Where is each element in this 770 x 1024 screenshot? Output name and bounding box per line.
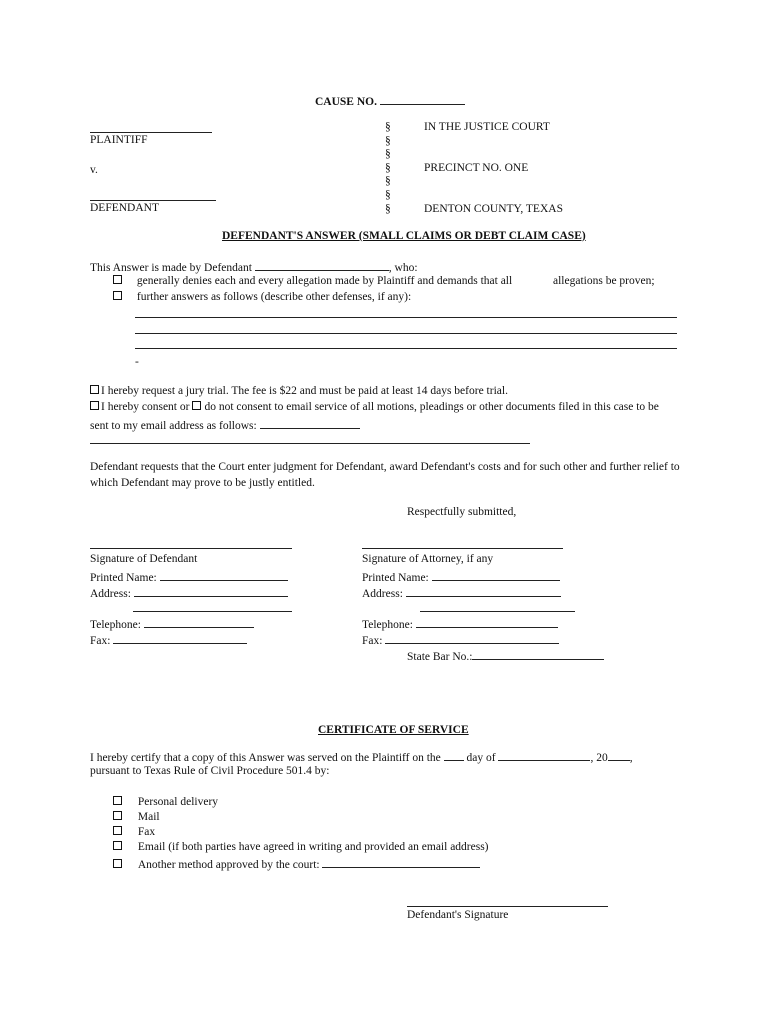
telephone-label: Telephone: [90, 619, 141, 631]
service-method-item [113, 826, 155, 838]
attorney-telephone [362, 616, 558, 631]
fax-label: Fax: [90, 635, 111, 647]
printed-name-field[interactable] [160, 569, 288, 581]
printed-name-field[interactable] [432, 569, 560, 581]
attorney-address [362, 585, 561, 600]
section-symbol: § [385, 121, 391, 133]
certificate-title: CERTIFICATE OF SERVICE [318, 724, 469, 736]
section-symbol: § [385, 175, 391, 187]
service-method-label: Email (if both parties have agreed in writing and provided an email address) [137, 841, 489, 853]
certificate-day-of: day of [466, 752, 496, 764]
attorney-signature-line[interactable] [362, 548, 563, 549]
service-method-checkbox[interactable] [113, 859, 122, 868]
address-label: Address: [362, 588, 403, 600]
bar-number-field[interactable] [472, 648, 604, 660]
defendant-address [90, 585, 288, 600]
email-consent-text: I hereby consent or [101, 401, 190, 413]
email-no-consent-text: do not consent to email service of all motions, pleadings or other documents filed in this case to be [204, 401, 659, 413]
cause-number [315, 93, 465, 108]
document-title: DEFENDANT'S ANSWER (SMALL CLAIMS OR DEBT CLAIM CASE) [222, 230, 586, 242]
court-name: IN THE JUSTICE COURT [424, 121, 550, 133]
service-method-item [113, 856, 480, 871]
defense-dash: - [135, 356, 139, 368]
service-method-item [113, 811, 160, 823]
service-month-field[interactable] [498, 749, 590, 761]
section-symbol: § [385, 189, 391, 201]
fax-field[interactable] [113, 632, 247, 644]
certificate-statement: I hereby certify that a copy of this Answer was served on the Plaintiff on the day of , 20 , [90, 749, 633, 764]
service-method-item [113, 841, 489, 853]
telephone-label: Telephone: [362, 619, 413, 631]
section-symbol: § [385, 162, 391, 174]
service-method-checkbox[interactable] [113, 796, 122, 805]
answer-intro [90, 259, 418, 274]
defendant-fax [90, 632, 247, 647]
answer-intro-suffix: , who: [388, 262, 418, 274]
defense-line[interactable] [135, 317, 677, 318]
plaintiff-label: PLAINTIFF [90, 134, 148, 146]
email-address-field[interactable] [260, 417, 360, 429]
general-denial-text: generally denies each and every allegation made by Plaintiff and demands that all [136, 275, 513, 287]
address-field[interactable] [134, 585, 288, 597]
certificate-text: I hereby certify that a copy of this Answer was served on the Plaintiff on the [90, 752, 441, 764]
email-address-label: sent to my email address as follows: [90, 420, 257, 432]
fax-field[interactable] [385, 632, 559, 644]
county-label: DENTON COUNTY, TEXAS [424, 203, 563, 215]
defendant-signature-line[interactable] [90, 548, 292, 549]
attorney-printed-name [362, 569, 560, 584]
service-method-checkbox[interactable] [113, 826, 122, 835]
fax-label: Fax: [362, 635, 383, 647]
jury-request-text: I hereby request a jury trial. The fee is $22 and must be paid at least 14 days before trial. [101, 385, 508, 397]
general-denial-text-end: allegations be proven; [553, 275, 655, 287]
respectfully-submitted: Respectfully submitted, [407, 506, 517, 518]
telephone-field[interactable] [416, 616, 558, 628]
service-method-label: Fax [137, 826, 156, 838]
judgment-request: Defendant requests that the Court enter judgment for Defendant, award Defendant's costs and for such other and further relief to which Defendant may prove to be justly entitled. [90, 461, 680, 489]
certificate-signature-label: Defendant's Signature [407, 909, 509, 921]
address-line-2[interactable] [133, 611, 292, 612]
defense-line[interactable] [135, 333, 677, 334]
defense-line[interactable] [135, 348, 677, 349]
bar-number-label: State Bar No.: [407, 651, 473, 663]
attorney-fax [362, 632, 559, 647]
defendant-printed-name [90, 569, 288, 584]
answer-option-further [113, 291, 411, 303]
plaintiff-name-line[interactable] [90, 132, 212, 133]
attorney-signature-label: Signature of Attorney, if any [362, 553, 494, 565]
service-method-item [113, 796, 218, 808]
answer-intro-prefix: This Answer is made by Defendant [90, 262, 252, 274]
certificate-year-prefix: , 20 [590, 752, 608, 764]
section-symbol: § [385, 135, 391, 147]
email-consent [90, 401, 659, 413]
service-method-checkbox[interactable] [113, 811, 122, 820]
further-answers-text: further answers as follows (describe other defenses, if any): [136, 291, 412, 303]
email-no-consent-checkbox[interactable] [192, 401, 201, 410]
jury-request [90, 385, 508, 397]
defendant-label: DEFENDANT [90, 202, 159, 214]
service-day-field[interactable] [444, 749, 464, 761]
telephone-field[interactable] [144, 616, 254, 628]
jury-checkbox[interactable] [90, 385, 99, 394]
service-method-label: Mail [137, 811, 160, 823]
printed-name-label: Printed Name: [90, 572, 157, 584]
address-label: Address: [90, 588, 131, 600]
general-denial-checkbox[interactable] [113, 275, 122, 284]
other-method-field[interactable] [322, 856, 480, 868]
defendant-telephone [90, 616, 254, 631]
section-symbol: § [385, 203, 391, 215]
printed-name-label: Printed Name: [362, 572, 429, 584]
cause-number-label: CAUSE NO. [315, 96, 377, 108]
further-answers-checkbox[interactable] [113, 291, 122, 300]
service-year-field[interactable] [608, 749, 630, 761]
email-address-row [90, 417, 360, 432]
certificate-signature-line[interactable] [407, 906, 608, 907]
answer-option-general-denial [113, 275, 512, 287]
defendant-signature-label: Signature of Defendant [90, 553, 198, 565]
section-symbol: § [385, 148, 391, 160]
defendant-name-field[interactable] [255, 259, 389, 271]
service-method-label: Another method approved by the court: [137, 859, 320, 871]
address-field[interactable] [406, 585, 561, 597]
cause-number-field[interactable] [380, 93, 465, 105]
defendant-name-line[interactable] [90, 200, 216, 201]
certificate-rule: pursuant to Texas Rule of Civil Procedure 501.4 by: [90, 765, 330, 777]
service-method-checkbox[interactable] [113, 841, 122, 850]
attorney-bar-number [407, 648, 604, 663]
versus-label: v. [90, 164, 98, 176]
email-address-line[interactable] [90, 443, 530, 444]
precinct-label: PRECINCT NO. ONE [424, 162, 529, 174]
service-method-label: Personal delivery [137, 796, 219, 808]
email-consent-checkbox[interactable] [90, 401, 99, 410]
address-line-2[interactable] [420, 611, 575, 612]
